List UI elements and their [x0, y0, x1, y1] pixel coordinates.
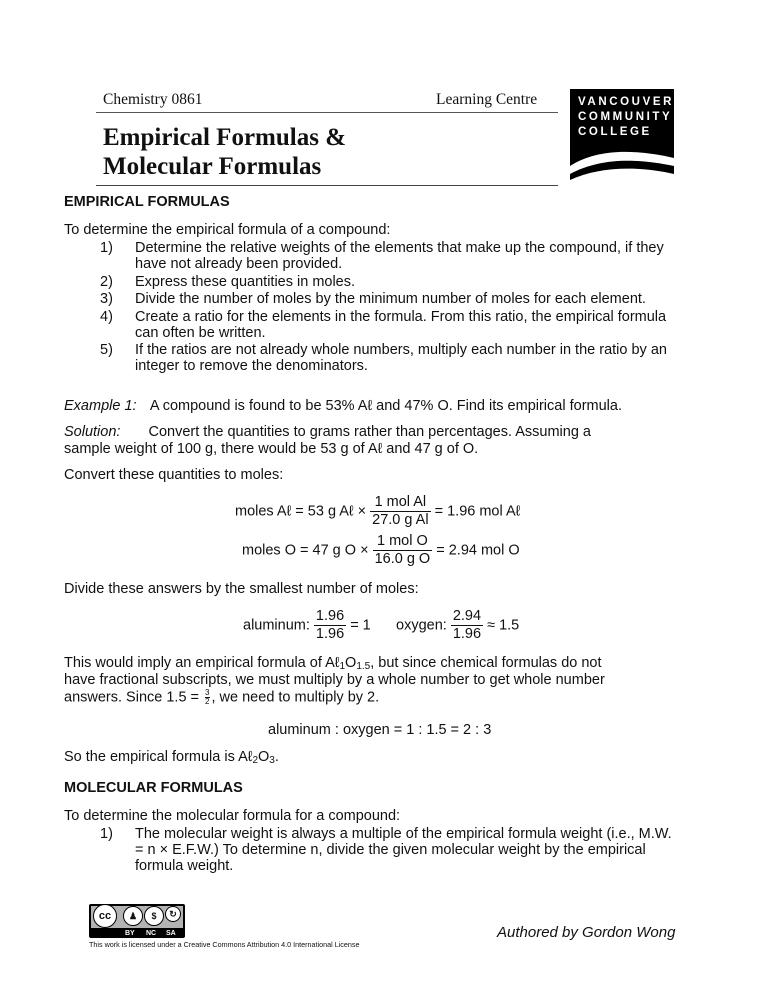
- solution-label: Solution:: [64, 424, 121, 440]
- example-text: A compound is found to be 53% Aℓ and 47% O. Find its empirical formula.: [149, 398, 622, 414]
- empirical-steps-list: [100, 240, 680, 376]
- conclusion-line: So the empirical formula is $A\ell_2O_3$.: [64, 749, 279, 766]
- attribution-icon: ♟: [123, 906, 143, 926]
- imply-line2: have fractional subscripts, we must multiply by a whole number to get whole number: [64, 672, 605, 688]
- division-oxygen: oxygen: $\frac{2.94}{1.96}$ ≈ 1.5: [396, 608, 520, 642]
- equation-moles-o: moles O = 47 g O × $\frac{\text{1 mol O}}{\text{16.0 g O}}$ = 2.94 mol O: [242, 533, 520, 567]
- example-label: Example 1:: [64, 398, 137, 414]
- cc-icon: cc: [93, 904, 117, 928]
- molecular-steps-list: [100, 826, 672, 876]
- logo-line-1: VANCOUVER: [578, 96, 675, 108]
- cc-label-nc: NC: [146, 930, 157, 937]
- convert-text: Convert these quantities to moles:: [64, 467, 284, 483]
- ratio-line: aluminum : oxygen = 1 : 1.5 = 2 : 3: [268, 722, 492, 738]
- department-name: Learning Centre: [436, 91, 538, 108]
- fraction: $\frac{2.94}{1.96}$: [452, 608, 482, 642]
- fraction: $\frac{\text{1 mol O}}{\text{16.0 g O}}$: [374, 533, 431, 567]
- list-item: 4) Create a ratio for the elements in the formula. From this ratio, the empirical formula can often be written.: [100, 308, 667, 341]
- fraction: $\frac{\text{1 mol Al}}{\text{27.0 g Al}}$: [372, 494, 429, 528]
- division-aluminum: aluminum: $\frac{1.96}{1.96}$ = 1: [243, 608, 371, 642]
- cc-label-by: BY: [125, 930, 135, 937]
- logo-line-2: COMMUNITY: [578, 111, 673, 123]
- fraction: $\frac{1.96}{1.96}$: [315, 608, 345, 642]
- solution-line1: Solution: Convert the quantities to grams rather than percentages. Assuming a: [64, 424, 591, 440]
- list-item: 1) Determine the relative weights of the elements that make up the compound, if they have not already been provided.: [100, 240, 664, 272]
- title-rule: [96, 185, 558, 186]
- logo-wave-graphic: [570, 144, 674, 188]
- license-link[interactable]: This work is licensed under a Creative Commons Attribution 4.0 International License: [89, 940, 360, 949]
- equation-moles-al: moles Aℓ = 53 g Aℓ × $\frac{\text{1 mol Al}}{\text{27.0 g Al}}$ = 1.96 mol Aℓ: [235, 494, 521, 528]
- section-heading-molecular: MOLECULAR FORMULAS: [64, 780, 243, 796]
- solution-line2: sample weight of 100 g, there would be 53 g of Aℓ and 47 g of O.: [64, 441, 479, 457]
- list-item: 1) The molecular weight is always a multiple of the empirical formula weight (i.e., M.W. = n × E.F.W.) To determine n, divide the given molecular weight by the empirical formula weight.: [100, 826, 672, 874]
- imply-line1: This would imply an empirical formula of $A\ell_1O_{1.5}$, but since chemical formulas do not: [64, 655, 602, 672]
- logo-line-3: COLLEGE: [578, 126, 652, 138]
- course-name: Chemistry 0861: [103, 91, 203, 108]
- cc-label-sa: SA: [166, 930, 176, 937]
- list-item: 3) Divide the number of moles by the minimum number of moles for each element.: [100, 291, 646, 307]
- divide-text: Divide these answers by the smallest number of moles:: [64, 581, 419, 597]
- list-item: 5) If the ratios are not already whole numbers, multiply each number in the ratio by an integer to remove the denominators.: [100, 342, 667, 374]
- imply-line3: answers. Since 1.5 = $\frac{3}{2}$ , we need to multiply by 2.: [64, 688, 380, 706]
- author-credit: Authored by Gordon Wong: [497, 924, 676, 941]
- fraction-three-halves: $\frac{3}{2}$: [205, 688, 210, 706]
- example-line: [64, 398, 622, 415]
- sharealike-icon: ↻: [165, 906, 181, 922]
- list-item: 2) Express these quantities in moles.: [100, 273, 356, 290]
- header-rule: [96, 112, 558, 113]
- page-title-line2: Molecular Formulas: [103, 153, 322, 180]
- molecular-intro: To determine the molecular formula for a compound:: [64, 808, 401, 824]
- creative-commons-badge[interactable]: [89, 904, 185, 938]
- college-logo: [570, 89, 674, 188]
- page-title-line1: Empirical Formulas &: [103, 124, 347, 151]
- section-heading-empirical: EMPIRICAL FORMULAS: [64, 194, 230, 210]
- empirical-intro: To determine the empirical formula of a compound:: [64, 222, 391, 238]
- noncommercial-icon: $: [144, 906, 164, 926]
